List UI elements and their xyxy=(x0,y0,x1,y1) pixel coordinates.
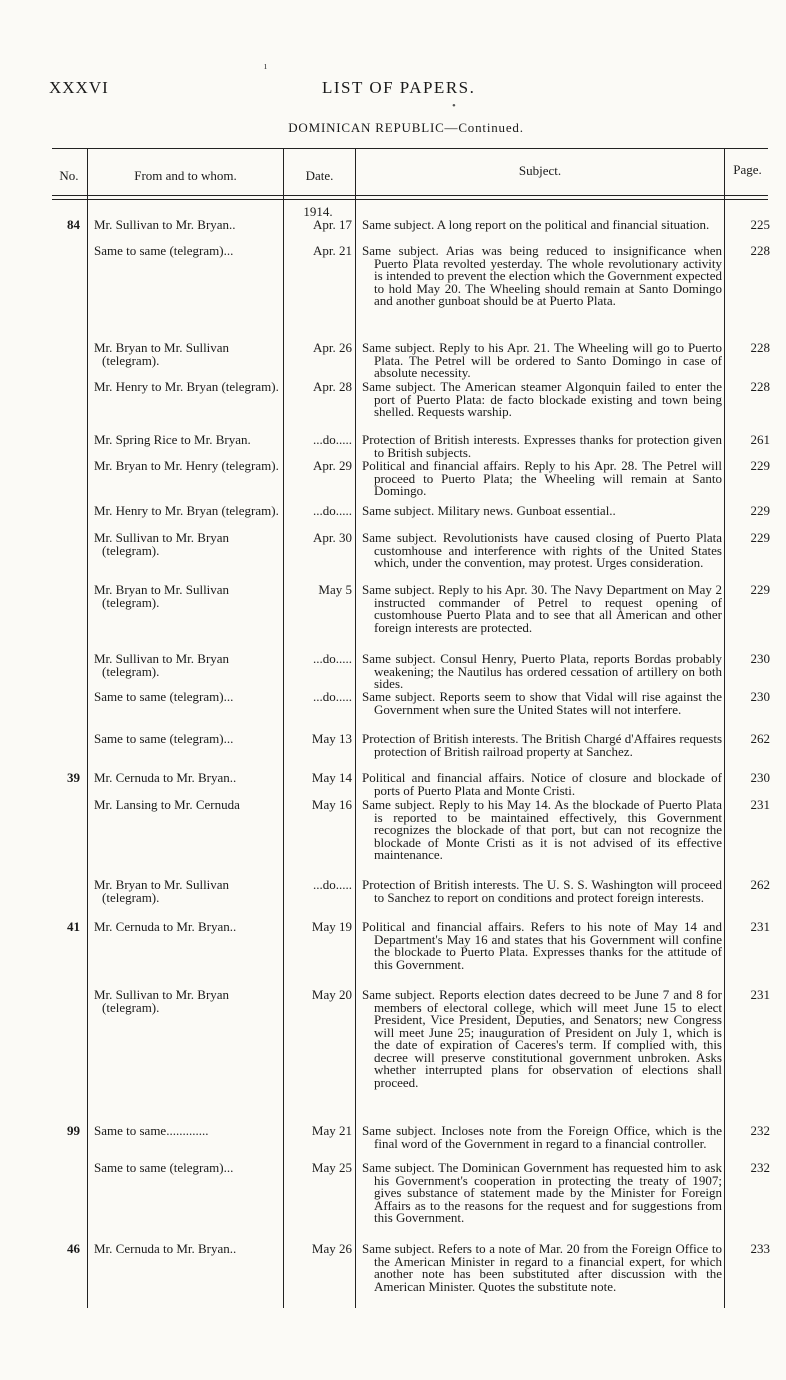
stray-mark: ı xyxy=(264,60,268,72)
row-page: 262 xyxy=(750,877,770,892)
row-number: 84 xyxy=(67,217,80,232)
row-subject: Same subject. The American steamer Algonquin failed to enter the port of Puerto Plata: de facto blockade existing and town being shelled. Requests warship. xyxy=(362,379,722,419)
page-number: XXXVI xyxy=(49,78,109,97)
row-date: May 14 xyxy=(311,770,352,785)
row-page: 228 xyxy=(750,340,770,355)
row-subject: Same subject. Reply to his Apr. 30. The Navy Department on May 2 instructed commander of Petrel to request opening of customhouse Puerto Plata and to see that all American and other foreign interests are protected. xyxy=(362,582,722,635)
row-page: 230 xyxy=(750,651,770,666)
row-page: 232 xyxy=(750,1160,770,1175)
header-bottom-rule-2 xyxy=(52,199,768,200)
column-divider xyxy=(87,148,88,1308)
row-subject: Same subject. Arias was being reduced to insignificance when Puerto Plata revolted yesterday. The whole revolutionary activity is intended to prevent the election which the Government expected to hold May 20. The Wheeling should remain at Santo Domingo and another gunboat should be at Puerto Plata. xyxy=(362,243,722,308)
row-page: 229 xyxy=(750,530,770,545)
row-from-to: Mr. Bryan to Mr. Henry (telegram). xyxy=(94,458,279,473)
row-page: 229 xyxy=(750,503,770,518)
column-divider xyxy=(355,148,356,1308)
row-from-to: Mr. Henry to Mr. Bryan (telegram). xyxy=(94,379,279,394)
header-bottom-rule xyxy=(52,195,768,196)
row-from-to: Same to same............. xyxy=(94,1123,209,1138)
row-page: 229 xyxy=(750,458,770,473)
row-date: May 21 xyxy=(311,1123,352,1138)
row-from-to: Mr. Spring Rice to Mr. Bryan. xyxy=(94,432,251,447)
row-from-to: Mr. Sullivan to Mr. Bryan (telegram). xyxy=(94,530,230,558)
row-subject: Protection of British interests. Expresses thanks for protection given to British subjects. xyxy=(362,432,722,460)
page-title: LIST OF PAPERS. xyxy=(322,78,476,97)
row-page: 230 xyxy=(750,770,770,785)
row-date: May 20 xyxy=(311,987,352,1002)
row-subject: Same subject. Reports election dates decreed to be June 7 and 8 for members of electoral college, which will meet June 15 to elect President, Vice President, Deputies, and Senators; new Congress will meet June 25; inauguration of President on July 1, which is the date of expiration of Caceres's term. If complied with, this decree will preserve constitutional government unbroken. Asks whether interrupted plans for observation of elections shall proceed. xyxy=(362,987,722,1090)
row-from-to: Same to same (telegram)... xyxy=(94,1160,234,1175)
row-number: 41 xyxy=(67,919,80,934)
row-date: Apr. 29 xyxy=(313,458,352,473)
row-number: 99 xyxy=(67,1123,80,1138)
row-date: Apr. 17 xyxy=(313,217,352,232)
table-top-rule xyxy=(52,148,768,149)
row-from-to: Mr. Bryan to Mr. Sullivan (telegram). xyxy=(94,340,230,368)
row-from-to: Mr. Sullivan to Mr. Bryan (telegram). xyxy=(94,651,230,679)
row-from-to: Mr. Sullivan to Mr. Bryan (telegram). xyxy=(94,987,230,1015)
section-title: DOMINICAN REPUBLIC—Continued. xyxy=(288,120,524,135)
column-divider xyxy=(724,148,725,1308)
row-page: 262 xyxy=(750,731,770,746)
row-subject: Same subject. Consul Henry, Puerto Plata, reports Bordas probably weakening; the Nautilus has ordered cessation of artillery on both sides. xyxy=(362,651,722,691)
row-subject: Same subject. The Dominican Government has requested him to ask his Government's cooperation in protecting the treaty of 1907; gives substance of statement made by the Minister for Foreign Affairs as to the reasons for the request and for suggestions from this Government. xyxy=(362,1160,722,1225)
row-date: May 19 xyxy=(311,919,352,934)
row-date: Apr. 30 xyxy=(313,530,352,545)
row-subject: Same subject. Reply to his Apr. 21. The Wheeling will go to Puerto Plata. The Petrel will be ordered to Santo Domingo in case of absolute necessity. xyxy=(362,340,722,380)
row-page: 231 xyxy=(750,919,770,934)
row-date: ...do..... xyxy=(313,503,352,518)
row-number: 46 xyxy=(67,1241,80,1256)
row-date: May 5 xyxy=(318,582,352,597)
row-date: Apr. 21 xyxy=(313,243,352,258)
row-from-to: Same to same (telegram)... xyxy=(94,243,234,258)
row-page: 228 xyxy=(750,243,770,258)
row-subject: Same subject. Reports seem to show that Vidal will rise against the Government when sure the United States will not interfere. xyxy=(362,689,722,717)
row-subject: Same subject. A long report on the political and financial situation. xyxy=(362,217,710,232)
row-page: 261 xyxy=(750,432,770,447)
column-header-date: Date. xyxy=(305,168,334,183)
row-date: ...do..... xyxy=(313,651,352,666)
column-header-no: No. xyxy=(59,168,79,183)
row-subject: Same subject. Incloses note from the Foreign Office, which is the final word of the Government in regard to a financial controller. xyxy=(362,1123,722,1151)
row-date: ...do..... xyxy=(313,877,352,892)
row-subject: Same subject. Refers to a note of Mar. 20 from the Foreign Office to the American Minister in regard to a financial expert, for which another note has been substituted after discussion with the American Minister. Quotes the substitute note. xyxy=(362,1241,722,1294)
row-date: May 13 xyxy=(311,731,352,746)
row-from-to: Same to same (telegram)... xyxy=(94,731,234,746)
column-header-page: Page. xyxy=(733,162,762,177)
row-date: Apr. 26 xyxy=(313,340,352,355)
row-subject: Same subject. Reply to his May 14. As the blockade of Puerto Plata is reported to be maintained effectively, this Government recognizes the blockade of that port, but can not recognize the blockade of Monte Cristi as it is not advised of its effective maintenance. xyxy=(362,797,722,862)
row-page: 232 xyxy=(750,1123,770,1138)
column-header-subject: Subject. xyxy=(518,163,562,178)
row-subject: Political and financial affairs. Reply to his Apr. 28. The Petrel will proceed to Puerto Plata; the Wheeling will remain at Santo Domingo. xyxy=(362,458,722,498)
row-page: 229 xyxy=(750,582,770,597)
row-page: 225 xyxy=(750,217,770,232)
row-date: May 26 xyxy=(311,1241,352,1256)
row-from-to: Same to same (telegram)... xyxy=(94,689,234,704)
row-page: 228 xyxy=(750,379,770,394)
row-from-to: Mr. Cernuda to Mr. Bryan.. xyxy=(94,919,237,934)
row-page: 230 xyxy=(750,689,770,704)
row-from-to: Mr. Bryan to Mr. Sullivan (telegram). xyxy=(94,582,230,610)
row-from-to: Mr. Sullivan to Mr. Bryan.. xyxy=(94,217,236,232)
row-subject: Protection of British interests. The U. S. S. Washington will proceed to Sanchez to report on conditions and protect foreign interests. xyxy=(362,877,722,905)
row-from-to: Mr. Henry to Mr. Bryan (telegram). xyxy=(94,503,279,518)
row-date: ...do..... xyxy=(313,432,352,447)
row-from-to: Mr. Lansing to Mr. Cernuda xyxy=(94,797,240,812)
row-date: May 25 xyxy=(311,1160,352,1175)
row-page: 231 xyxy=(750,987,770,1002)
row-number: 39 xyxy=(67,770,80,785)
row-date: May 16 xyxy=(311,797,352,812)
row-from-to: Mr. Bryan to Mr. Sullivan (telegram). xyxy=(94,877,230,905)
row-date: Apr. 28 xyxy=(313,379,352,394)
row-subject: Protection of British interests. The British Chargé d'Affaires requests protection of British railroad property at Sanchez. xyxy=(362,731,722,759)
column-header-from: From and to whom. xyxy=(134,168,237,183)
row-page: 231 xyxy=(750,797,770,812)
row-date: ...do..... xyxy=(313,689,352,704)
year-label: 1914. xyxy=(303,204,333,219)
row-from-to: Mr. Cernuda to Mr. Bryan.. xyxy=(94,770,237,785)
row-subject: Political and financial affairs. Notice of closure and blockade of ports of Puerto Plata and Monte Cristi. xyxy=(362,770,722,798)
row-subject: Same subject. Revolutionists have caused closing of Puerto Plata customhouse and interference with rights of the United States which, under the convention, may protest. Urges consideration. xyxy=(362,530,722,570)
row-subject: Same subject. Military news. Gunboat essential.. xyxy=(362,503,616,518)
row-from-to: Mr. Cernuda to Mr. Bryan.. xyxy=(94,1241,237,1256)
row-page: 233 xyxy=(750,1241,770,1256)
row-subject: Political and financial affairs. Refers to his note of May 14 and Department's May 16 and states that his Government will confine the blockade to Puerto Plata. Expresses thanks for the attitude of this Government. xyxy=(362,919,722,972)
stray-mark: • xyxy=(452,100,456,112)
